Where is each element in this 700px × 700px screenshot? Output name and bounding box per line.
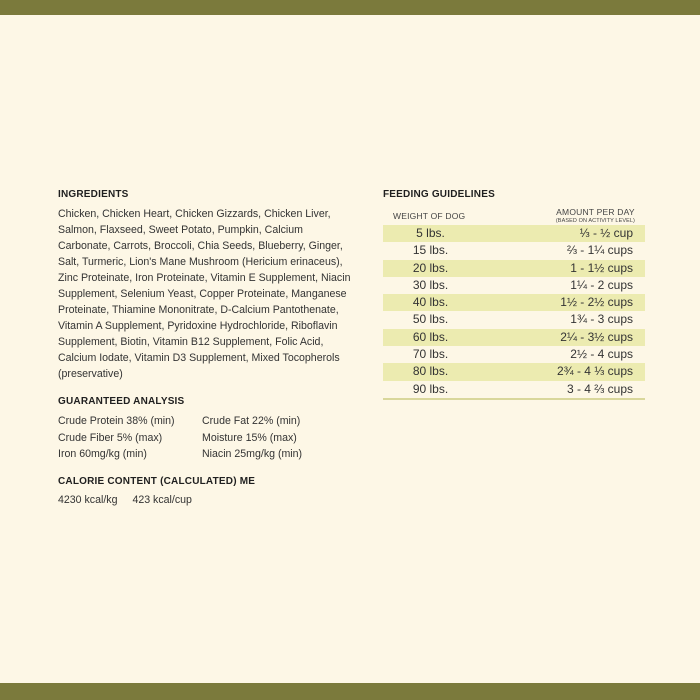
dog-weight: 70 lbs. xyxy=(412,347,449,362)
daily-amount: ⅔ - 1¼ cups xyxy=(566,243,633,258)
daily-amount: 1¾ - 3 cups xyxy=(570,312,633,327)
analysis-value: Crude Protein 38% (min) xyxy=(58,415,175,427)
feeding-table-rule xyxy=(383,398,645,400)
bottom-band xyxy=(0,683,700,700)
feeding-row xyxy=(383,311,645,328)
dog-weight: 40 lbs. xyxy=(412,295,449,310)
daily-amount: 1 - 1½ cups xyxy=(570,260,633,275)
analysis-row xyxy=(58,430,358,447)
daily-amount: ⅓ - ½ cup xyxy=(579,226,633,240)
calorie-per-kg: 4230 kcal/kg xyxy=(58,494,118,506)
daily-amount: 1¼ - 2 cups xyxy=(570,277,633,292)
calorie-text xyxy=(58,492,204,508)
analysis-value: Moisture 15% (max) xyxy=(202,431,297,444)
dog-weight: 90 lbs. xyxy=(412,381,449,396)
daily-amount: 2¾ - 4 ⅓ cups xyxy=(556,364,633,379)
feeding-row xyxy=(383,242,645,259)
amount-column-header xyxy=(556,207,635,224)
analysis-row xyxy=(58,446,358,463)
feeding-row xyxy=(383,346,645,363)
analysis-row xyxy=(58,413,358,430)
analysis-value: Iron 60mg/kg (min) xyxy=(58,448,147,460)
feeding-row xyxy=(383,225,645,242)
daily-amount: 1½ - 2½ cups xyxy=(560,295,633,310)
amount-header-label: AMOUNT PER DAY xyxy=(556,207,635,217)
analysis-value: Crude Fiber 5% (max) xyxy=(58,431,163,444)
daily-amount: 2¼ - 3½ cups xyxy=(560,329,633,344)
amount-subheader: (BASED ON ACTIVITY LEVEL) xyxy=(555,218,635,224)
feeding-row xyxy=(383,381,645,398)
top-band xyxy=(0,0,700,15)
calorie-title: CALORIE CONTENT (CALCULATED) ME xyxy=(58,476,256,487)
dog-weight: 50 lbs. xyxy=(412,312,449,327)
daily-amount: 3 - 4 ⅔ cups xyxy=(566,381,633,396)
ingredients-title: INGREDIENTS xyxy=(58,189,129,200)
analysis-value: Niacin 25mg/kg (min) xyxy=(202,448,303,460)
analysis-value: Crude Fat 22% (min) xyxy=(202,415,301,427)
analysis-grid xyxy=(58,413,358,463)
daily-amount: 2½ - 4 cups xyxy=(570,347,633,362)
feeding-row xyxy=(383,294,645,311)
calorie-per-cup: 423 kcal/cup xyxy=(132,494,192,506)
feeding-row xyxy=(383,329,645,346)
analysis-title: GUARANTEED ANALYSIS xyxy=(58,396,185,407)
feeding-header xyxy=(383,206,645,226)
dog-weight: 15 lbs. xyxy=(412,243,449,258)
feeding-table xyxy=(383,225,645,398)
dog-weight: 5 lbs. xyxy=(416,226,445,240)
dog-weight: 60 lbs. xyxy=(412,329,449,344)
dog-weight: 30 lbs. xyxy=(412,277,449,292)
ingredients-text: Chicken, Chicken Heart, Chicken Gizzards, Chicken Liver, Salmon, Flaxseed, Sweet Potato, Pumpkin, Calcium Carbonate, Carrots, Broccoli, Chia Seeds, Blueberry, Ginger, Salt, Turmeric, Lion's Mane Mushroom (Hericium erinaceus), Zinc Proteinate, Iron Proteinate, Vitamin E Supplement, Niacin Supplement, Selenium Yeast, Copper Proteinate, Manganese Proteinate, Thiamine Mononitrate, D-Calcium Pantothenate, Vitamin A Supplement, Pyridoxine Hydrochloride, Riboflavin Supplement, Biotin, Vitamin B12 Supplement, Folic Acid, Calcium Iodate, Vitamin D3 Supplement, Mixed Tocopherols (preservative) xyxy=(58,208,351,380)
dog-weight: 20 lbs. xyxy=(412,260,449,275)
feeding-row xyxy=(383,363,645,380)
feeding-row xyxy=(383,277,645,294)
weight-column-header: WEIGHT OF DOG xyxy=(393,211,466,221)
feeding-title: FEEDING GUIDELINES xyxy=(383,189,495,200)
dog-weight: 80 lbs. xyxy=(412,364,449,379)
feeding-row xyxy=(383,260,645,277)
